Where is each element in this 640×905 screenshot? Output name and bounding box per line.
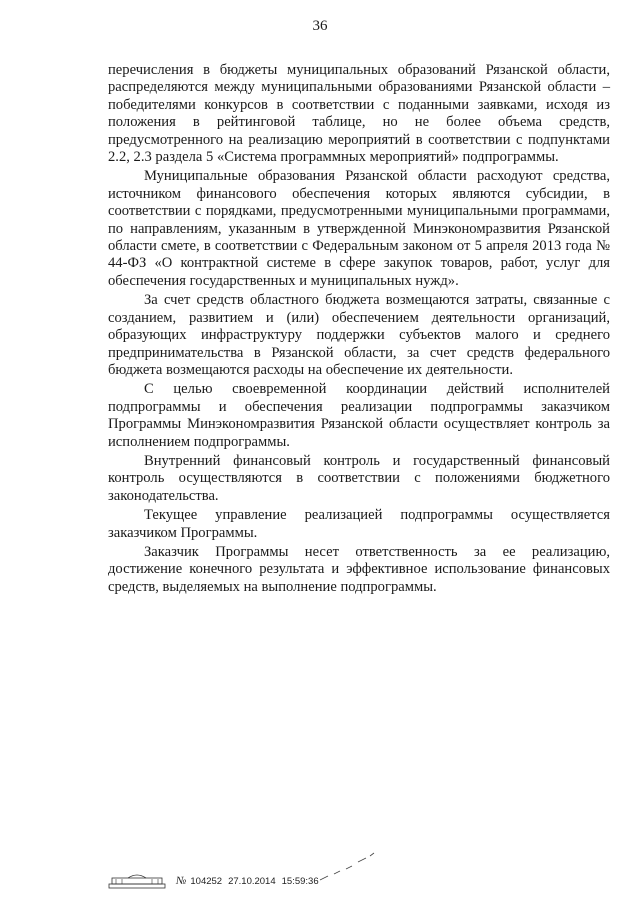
document-date: 27.10.2014 <box>228 875 276 887</box>
paragraph-2: Муниципальные образования Рязанской области расходуют средства, источником финансового обеспечения которых являются субсидии, в соответствии с порядками, предусмотренными муниципальными программами, по направлениям, указанным в утвержденной Минэкономразвития Рязанской области смете, в соответствии с Федеральным законом от 5 апреля 2013 года № 44-ФЗ «О контрактной системе в сфере закупок товаров, работ, услуг для обеспечения государственных и муниципальных нужд». <box>108 168 610 289</box>
building-stamp-icon <box>108 872 166 890</box>
number-symbol: № <box>176 875 187 887</box>
paragraph-6: Текущее управление реализацией подпрограммы осуществляется заказчиком Программы. <box>108 507 610 541</box>
document-time: 15:59:36 <box>281 875 319 887</box>
paragraph-1: перечисления в бюджеты муниципальных образований Рязанской области, распределяются между муниципальными образованиями Рязанской области – победителями конкурсов в соответствии с поданными заявками, исходя из положения в рейтинговой таблице, но не более объема средств, предусмотренного на реализацию мероприятий в соответствии с подпунктами 2.2, 2.3 раздела 5 «Система программных мероприятий» подпрограммы. <box>108 62 610 166</box>
document-body <box>108 62 610 598</box>
page-number: 36 <box>312 18 328 34</box>
paragraph-5: Внутренний финансовый контроль и государственный финансовый контроль осуществляются в соответствии с положениями бюджетного законодательства. <box>108 452 610 504</box>
paragraph-7: Заказчик Программы несет ответственность за ее реализацию, достижение конечного результата и эффективное использование финансовых средств, выделяемых на выполнение подпрограммы. <box>108 543 610 595</box>
paragraph-3: За счет средств областного бюджета возмещаются затраты, связанные с созданием, развитием и (или) обеспечением деятельности организаций, образующих инфраструктуру поддержки субъектов малого и среднего предпринимательства в Рязанской области, за счет средств федерального бюджета возмещаются расходы на обеспечение их деятельности. <box>108 292 610 378</box>
document-footer <box>108 872 319 890</box>
document-number: 104252 <box>190 875 223 887</box>
paragraph-4: С целью своевременной координации действий исполнителей подпрограммы и обеспечения реализации подпрограммы заказчиком Программы Минэкономразвития Рязанской области осуществляет контроль за исполнением подпрограммы. <box>108 381 610 450</box>
